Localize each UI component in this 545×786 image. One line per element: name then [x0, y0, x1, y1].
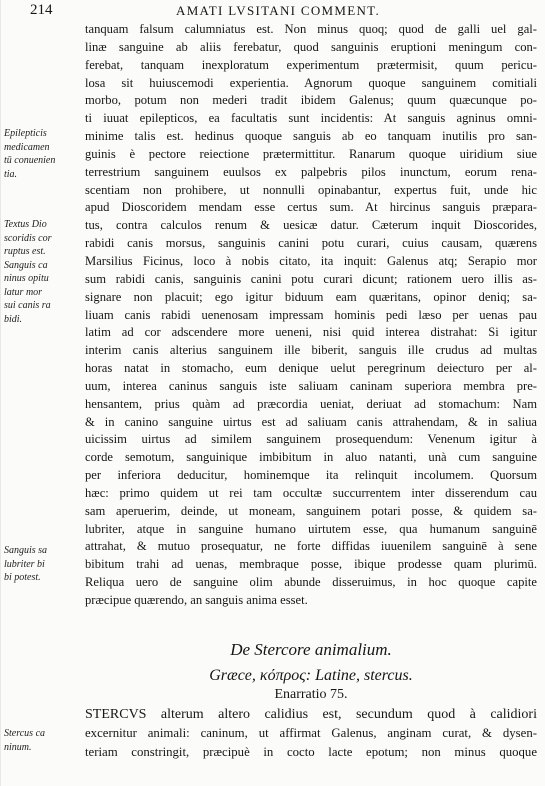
margin-note-line: tū conuenien [4, 155, 56, 166]
text-line: liuam canis rabidi uenenosam impressam hominis pedi læso per uenas pau [85, 307, 537, 322]
margin-note-line: medicamen [4, 141, 50, 153]
main-text-block [85, 21, 537, 610]
margin-note-line: latur mor [4, 286, 43, 298]
text-line: rabidi canis morsus, sanguinis canini potu curari, cuius causam, quærens [85, 236, 537, 251]
margin-note-line: Stercus ca [4, 728, 46, 739]
text-line: tus, contra calculos renum & uesicæ datur. Cæterum inquit Dioscorides, [85, 218, 537, 233]
text-line: uicissim uirtus ad similem sanguinem prosequendum: Venenum igitur à [85, 432, 537, 447]
text-line: scentiam non prohibere, ut nonnulli opinabantur, expertus fuit, unde hic [85, 182, 537, 197]
text-line: per inferiora deducitur, hominemque ita relinquit incolumem. Quorsum [85, 468, 537, 483]
text-line: tanquam falsum calumniatus est. Non minus quoq; quod de galli uel gal- [85, 22, 537, 36]
page-number: 214 [30, 2, 53, 18]
text-line: & in canino sanguine uirtus est ad saliuam canis attrahendam, & in saliua [85, 414, 537, 429]
text-line: uum, interea caninus sanguis iste saliuam caninam superiora membra pre- [85, 378, 537, 393]
text-line: bibitum trahi ad uenas, membraque posse, ibique prodesse quam plurimū. [85, 557, 537, 572]
text-line: signare non placuit; ego igitur biduum eam quæritans, opinor deniq; sa- [85, 289, 537, 304]
margin-note-line: Sanguis sa [4, 545, 48, 556]
margin-note-line: Sanguis ca [4, 259, 48, 271]
text-line: excernitur animali: caninum, ut affirmat Galenus, anginam curat, & dysen- [85, 726, 537, 740]
margin-note-line: Textus Dio [4, 219, 47, 230]
margin-note-line: ninus opitu [4, 273, 49, 284]
text-line: horas natat in stomacho, eum denique uelut peregrinum deiecturo per al- [85, 361, 537, 376]
text-line: ferebat, tanquam inexploratum experimentum prætermisit, quum pericu- [85, 57, 537, 72]
text-line: interim canis alterius sanguinem ille biberit, sanguis ille crudus ad multas [85, 343, 537, 358]
text-line: linæ sanguine ab aliis ferebatur, quod sanguinis eruptioni meningum con- [85, 39, 537, 54]
text-line: apud Dioscoridem mendam esse certus sum. At hircinus sanguis præpara- [85, 200, 537, 215]
text-line: Reliqua uero de sanguine olim abunde disseruimus, in hoc quoque capite [85, 575, 537, 590]
margin-note-line: bidi. [4, 313, 23, 325]
text-line: sam aperuerim, deinde, ut moneam, sanguinem potari posse, & quidem sa- [85, 503, 537, 518]
margin-note-textus [4, 218, 76, 326]
margin-note-line: tia. [4, 168, 18, 180]
section-title: De Stercore animalium. [230, 640, 392, 659]
text-line: corde semotum, sanguinique imbibitum in aluo natanti, unà cum sanguine [85, 450, 537, 465]
text-line: guinis è pectore reiectione prætermittitur. Ranarum quoque uiridium siue [85, 146, 537, 161]
text-line: latim ad cor adscendere more ueneni, nisi quid interea distrahat: Si igitur [85, 325, 537, 340]
section-text-block [85, 705, 537, 762]
text-line: morbo, potum non mederi tradit ibidem Galenus; quum quæcunque po- [85, 93, 537, 108]
enarratio-label: Enarratio 75. [274, 687, 348, 702]
text-line: hensantem, prius quàm ad præcordia ueniat, deriuat ad stomachum: Nam [85, 396, 537, 411]
margin-note-epileptics [4, 127, 76, 181]
margin-note-stercus [4, 727, 76, 754]
text-line: hæc: primo quidem ut rei tam occultæ succurrentem inter disserendum cau [85, 485, 537, 500]
text-line: terrestrium sanguinem euulsos ex palpebris pilos inunctum, eorum rena- [85, 164, 537, 179]
margin-note-line: Epilepticis [4, 128, 47, 139]
page-header [0, 0, 545, 22]
margin-note-sanguis [4, 544, 76, 585]
text-line: Marsilius Ficinus, loco à nobis citato, ita inquit: Galenus atq; Serapio mor [85, 253, 537, 268]
running-head: AMATI LVSITANI COMMENT. [176, 3, 380, 18]
text-line: attrahat, & mutuo prosequatur, ne forte diffidas iuuenilem sanguinē à sene [85, 539, 537, 554]
text-line: lubriter, atque in sanguine humano uirtutem esse, qua humanum sanguinē [85, 521, 537, 536]
text-line: sum rabidi canis, sanguinis canini potu curari dicunt; rationem uero illis as- [85, 271, 537, 286]
section-names: Græce, κόπρος: Latine, stercus. [209, 667, 413, 684]
text-line: præcipue quærendo, an sanguis anima esset. [85, 593, 308, 607]
text-line: teriam constringit, præcipuè in cocto lacte epotum; non minus quoque [85, 745, 537, 759]
margin-note-line: ruptus est. [4, 246, 46, 257]
margin-note-line: sui canis ra [4, 300, 51, 311]
margin-note-line: lubriter bi [4, 558, 45, 570]
text-line: STERCVS alterum altero calidius est, secundum quod à calidiori [85, 707, 537, 722]
text-line: losa sit huiuscemodi experientia. Agnorum quoque sanguinem comitiali [85, 75, 537, 90]
text-line: ti iuuat epilepticos, ea facultatis sunt incidentis: At sanguis agninus omni- [85, 111, 537, 126]
margin-note-line: ninum. [4, 741, 32, 753]
margin-note-line: bi potest. [4, 572, 41, 583]
text-line: minime talis est. hedinus quoque sanguis ab eo tanquam inutilis pro san- [85, 129, 537, 144]
page-edge-line [0, 0, 1, 786]
margin-note-line: scoridis cor [4, 232, 52, 244]
